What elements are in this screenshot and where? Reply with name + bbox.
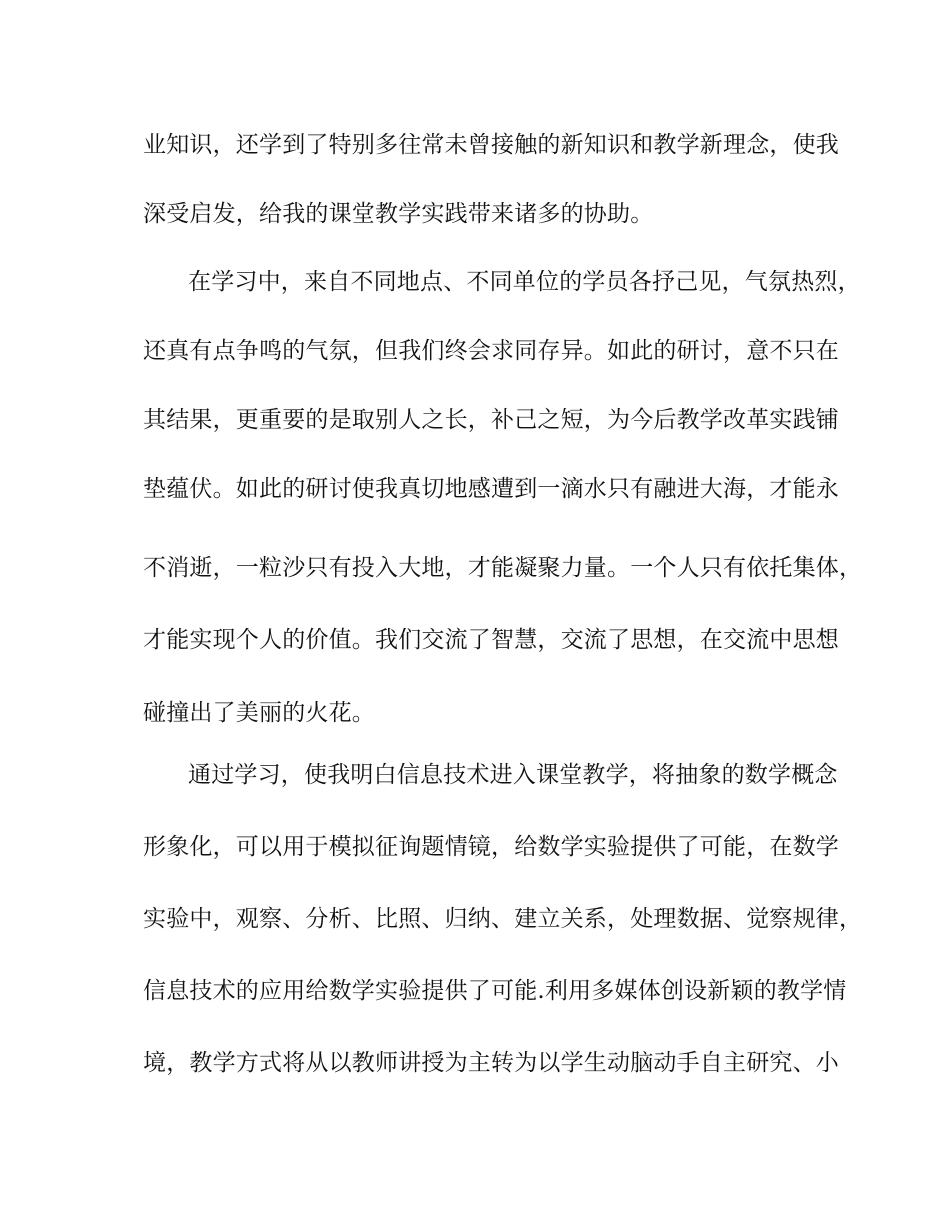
- text-line: 其结果，更重要的是取别人之长，补己之短，为今后教学改革实践铺: [143, 407, 839, 433]
- text-line: 信息技术的应用给数学实验提供了可能.利用多媒体创设新颖的教学情: [143, 978, 847, 1004]
- text-line: 还真有点争鸣的气氛，但我们终会求同存异。如此的研讨，意不只在: [143, 338, 839, 364]
- text-line: 实验中，观察、分析、比照、归纳、建立关系，处理数据、觉察规律，: [143, 906, 863, 932]
- text-line: 垫蕴伏。如此的研讨使我真切地感遭到一滴水只有融进大海，才能永: [143, 476, 839, 502]
- text-line: 才能实现个人的价值。我们交流了智慧，交流了思想，在交流中思想: [143, 627, 839, 653]
- paragraph-start-line: 通过学习，使我明白信息技术进入课堂教学，将抽象的数学概念: [188, 762, 838, 788]
- text-line: 业知识，还学到了特别多往常未曾接触的新知识和教学新理念，使我: [143, 132, 839, 158]
- text-line: 碰撞出了美丽的火花。: [143, 700, 375, 726]
- text-line: 境，教学方式将从以教师讲授为主转为以学生动脑动手自主研究、小: [143, 1050, 839, 1076]
- text-line: 深受启发，给我的课堂教学实践带来诸多的协助。: [143, 201, 654, 227]
- paragraph-start-line: 在学习中，来自不同地点、不同单位的学员各抒己见，气氛热烈，: [188, 269, 861, 295]
- text-line: 形象化，可以用于模拟征询题情镜，给数学实验提供了可能，在数学: [143, 834, 839, 860]
- text-line: 不消逝，一粒沙只有投入大地，才能凝聚力量。一个人只有依托集体，: [143, 555, 863, 581]
